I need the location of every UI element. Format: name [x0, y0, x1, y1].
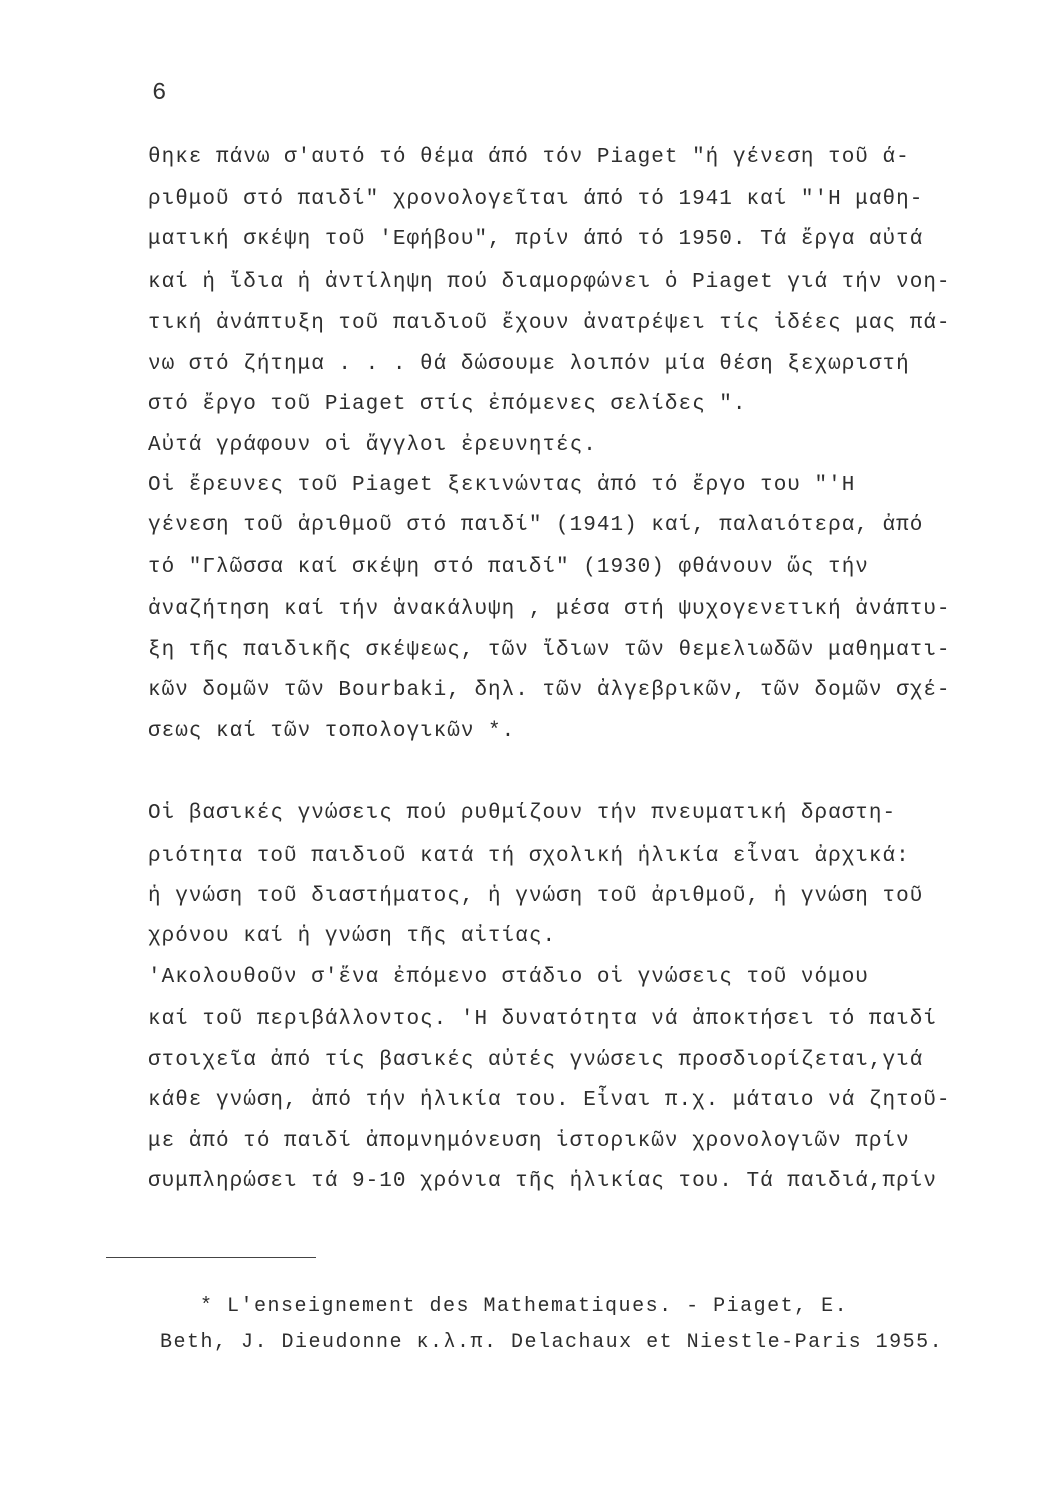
text-line: καί ἡ ἴδια ἡ ἀντίληψη πού διαμορφώνει ὁ Piaget γιά τήν νοη- — [148, 271, 951, 294]
footnote-line-2: Beth, J. Dieudonne κ.λ.π. Delachaux et Niestle-Paris 1955. — [160, 1331, 944, 1354]
text-line: σεως καί τῶν τοπολογικῶν *. — [148, 720, 516, 743]
footnote-line-1: * L'enseignement des Mathematiques. - Piaget, E. — [200, 1295, 849, 1318]
text-line: γένεση τοῦ ἀριθμοῦ στό παιδί" (1941) καί, παλαιότερα, ἀπό — [148, 514, 924, 537]
text-line: στοιχεῖα ἀπό τίς βασικές αὐτές γνώσεις προσδιορίζεται,γιά — [148, 1049, 924, 1072]
text-line: 'Ακολουθοῦν σ'ἕνα ἐπόμενο στάδιο οἱ γνώσεις τοῦ νόμου — [148, 966, 869, 989]
text-line: νω στό ζήτημα . . . θά δώσουμε λοιπόν μία θέση ξεχωριστή — [148, 353, 910, 376]
text-line: ξη τῆς παιδικῆς σκέψεως, τῶν ἴδιων τῶν θεμελιωδῶν μαθηματι- — [148, 639, 951, 662]
text-line: θηκε πάνω σ'αυτό τό θέμα άπό τόν Piaget "ή γένεση τοῦ ά- — [148, 146, 910, 169]
text-line: ἀναζήτηση καί τήν ἀνακάλυψη , μέσα στή ψυχογενετική ἀνάπτυ- — [148, 598, 951, 621]
text-line: ριθμοῦ στό παιδί" χρονολογεῖται άπό τό 1941 καί "'Η μαθη- — [148, 188, 924, 211]
text-line: καί τοῦ περιβάλλοντος. 'Η δυνατότητα νά ἀποκτήσει τό παιδί — [148, 1008, 937, 1031]
text-line: συμπληρώσει τά 9-10 χρόνια τῆς ἡλικίας του. Τά παιδιά,πρίν — [148, 1170, 937, 1193]
page-number: 6 — [152, 80, 167, 107]
text-line: στό ἔργο τοῦ Piaget στίς ἐπόμενες σελίδες ". — [148, 393, 747, 416]
text-line: ἡ γνώση τοῦ διαστήματος, ἡ γνώση τοῦ ἀριθμοῦ, ἡ γνώση τοῦ — [148, 885, 924, 908]
text-line: κῶν δομῶν τῶν Bourbaki, δηλ. τῶν ἀλγεβρικῶν, τῶν δομῶν σχέ- — [148, 679, 951, 702]
footnote-divider — [106, 1257, 316, 1258]
text-line: Οἱ ἔρευνες τοῦ Piaget ξεκινώντας ἀπό τό ἔργο του "'Η — [148, 474, 856, 497]
text-line: τική ἀνάπτυξη τοῦ παιδιοῦ ἔχουν ἀνατρέψει τίς ἰδέες μας πά- — [148, 312, 951, 335]
text-line: Αὐτά γράφουν οἱ ἄγγλοι ἐρευνητές. — [148, 434, 597, 457]
text-line: με ἀπό τό παιδί ἀπομνημόνευση ἱστορικῶν χρονολογιῶν πρίν — [148, 1130, 910, 1153]
text-line: ματική σκέψη τοῦ 'Εφήβου", πρίν άπό τό 1950. Τά ἔργα αὐτά — [148, 228, 924, 251]
text-line: τό "Γλῶσσα καί σκέψη στό παιδί" (1930) φθάνουν ὥς τήν — [148, 556, 869, 579]
text-line: κάθε γνώση, ἀπό τήν ἡλικία του. Εἶναι π.χ. μάταιο νά ζητοῦ- — [148, 1089, 951, 1112]
text-line: χρόνου καί ἡ γνώση τῆς αἰτίας. — [148, 925, 557, 948]
text-line: ριότητα τοῦ παιδιοῦ κατά τή σχολική ἡλικία εἶναι ἀρχικά: — [148, 845, 910, 868]
text-line: Οἱ βασικές γνώσεις πού ρυθμίζουν τήν πνευματική δραστη- — [148, 802, 897, 825]
